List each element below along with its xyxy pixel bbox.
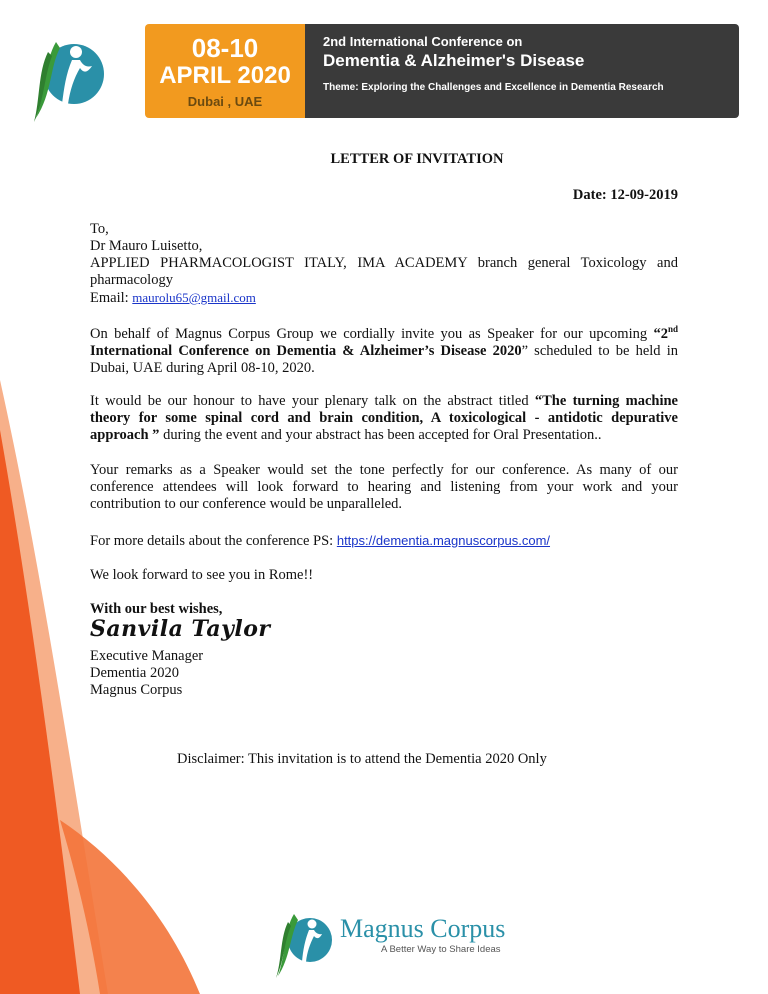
paragraph-remarks: Your remarks as a Speaker would set the tone perfectly for our conference. As many of our conference attendees will look forward to hearing and listening from your work and your contribution to our conference would be unparalleled. bbox=[90, 462, 678, 512]
closing-line: With our best wishes, bbox=[90, 601, 223, 617]
disclaimer: Disclaimer: This invitation is to attend the Dementia 2020 Only bbox=[177, 751, 547, 767]
p1-bold1: “2 bbox=[653, 325, 668, 342]
paragraph-abstract bbox=[90, 393, 678, 444]
p2-post: during the event and your abstract has been accepted for Oral Presentation.. bbox=[159, 427, 602, 443]
banner-date-block bbox=[145, 24, 305, 118]
paragraph-closing: We look forward to see you in Rome!! bbox=[90, 567, 314, 583]
banner-conference-line1: 2nd International Conference on bbox=[323, 34, 523, 49]
banner-dates: 08-10 bbox=[191, 32, 259, 63]
banner-theme: Theme: Exploring the Challenges and Excellence in Dementia Research bbox=[323, 82, 664, 93]
recipient-block bbox=[90, 221, 678, 307]
p1-bold2: International Conference on Dementia & Alzheimer’s Disease 2020 bbox=[90, 342, 522, 359]
email-line bbox=[90, 289, 678, 307]
conference-banner bbox=[145, 24, 739, 118]
signer-org: Magnus Corpus bbox=[90, 682, 183, 698]
letter-date: Date: 12-09-2019 bbox=[572, 187, 678, 203]
paragraph-invitation bbox=[90, 321, 678, 377]
p4-pre: For more details about the conference PS: bbox=[90, 533, 337, 549]
email-link[interactable]: maurolu65@gmail.com bbox=[132, 290, 256, 305]
footer-brand: Magnus Corpus bbox=[340, 914, 506, 943]
recipient-affiliation: APPLIED PHARMACOLOGIST ITALY, IMA ACADEMY branch general Toxicology and pharmacology bbox=[90, 255, 678, 288]
banner-conference-line2: Dementia & Alzheimer's Disease bbox=[323, 51, 585, 70]
to-line: To, bbox=[90, 221, 109, 237]
signature: Sanvila Taylor bbox=[90, 616, 271, 642]
signer-title: Executive Manager bbox=[90, 648, 204, 664]
email-label: Email: bbox=[90, 290, 129, 306]
p1-sup: nd bbox=[667, 324, 678, 334]
paragraph-details bbox=[90, 532, 550, 550]
p1-pre: On behalf of Magnus Corpus Group we cordially invite you as Speaker for our upcoming bbox=[90, 325, 654, 342]
p2-bold: “The turning machine theory for some spinal cord and brain condition, A toxicological - antidotic depurative approach ” bbox=[90, 393, 678, 443]
footer-logo-icon bbox=[272, 900, 334, 980]
footer-tagline: A Better Way to Share Ideas bbox=[381, 944, 501, 955]
magnus-corpus-logo-icon bbox=[26, 22, 106, 126]
banner-month-year: APRIL 2020 bbox=[159, 61, 291, 89]
p2-pre: It would be our honour to have your plenary talk on the abstract titled bbox=[90, 393, 535, 409]
conference-link[interactable]: https://dementia.magnuscorpus.com/ bbox=[336, 533, 551, 548]
banner-info-block bbox=[305, 24, 739, 118]
signer-event: Dementia 2020 bbox=[90, 665, 179, 681]
signer-block bbox=[90, 648, 203, 699]
p1-post: ” scheduled to be held in Dubai, UAE during April 08-10, 2020. bbox=[90, 342, 678, 376]
banner-location: Dubai , UAE bbox=[187, 93, 263, 109]
recipient-name: Dr Mauro Luisetto, bbox=[90, 238, 203, 254]
letter-heading: LETTER OF INVITATION bbox=[330, 151, 504, 167]
